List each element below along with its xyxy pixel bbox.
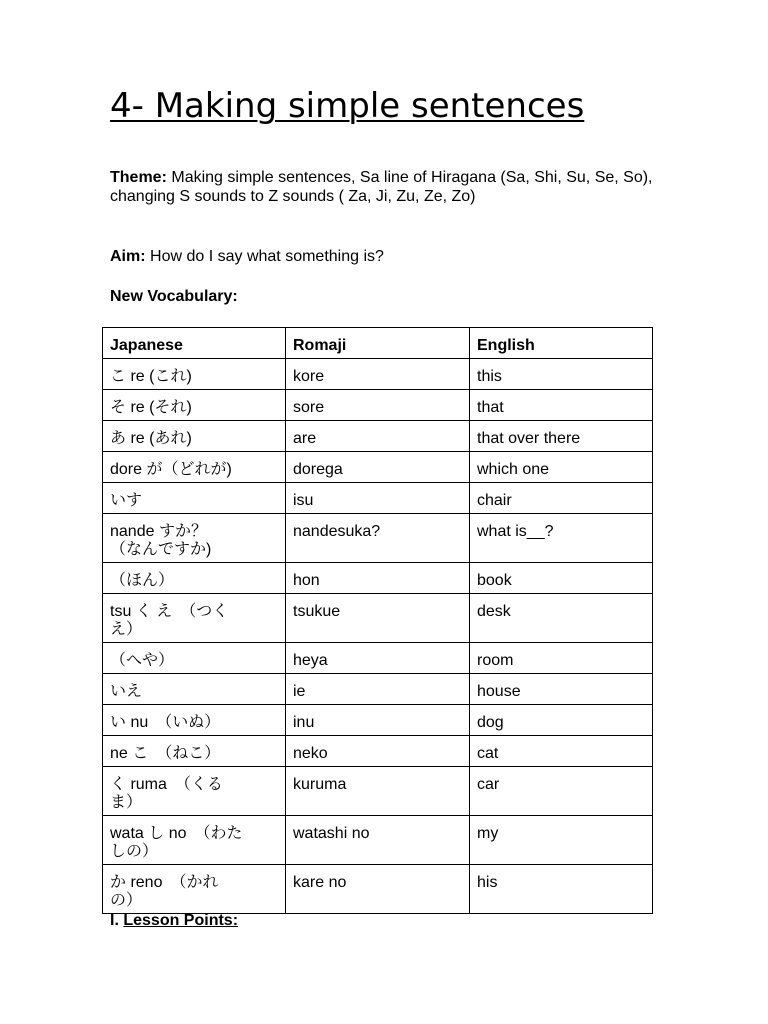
romaji-cell: hon <box>286 563 470 594</box>
table-row <box>103 816 653 865</box>
table-row <box>103 865 653 914</box>
header-japanese: Japanese <box>103 328 286 359</box>
romaji-cell: kuruma <box>286 767 470 816</box>
table-row <box>103 421 653 452</box>
japanese-cell: （ほん） <box>103 563 286 594</box>
vocabulary-table <box>102 327 653 914</box>
table-row <box>103 452 653 483</box>
lesson-label: Lesson Points: <box>123 912 239 929</box>
english-cell: house <box>470 674 653 705</box>
english-cell: that <box>470 390 653 421</box>
english-cell: desk <box>470 594 653 643</box>
romaji-cell: inu <box>286 705 470 736</box>
table-row <box>103 674 653 705</box>
japanese-cell: wata し no （わた しの） <box>103 816 286 865</box>
japanese-cell: そ re (それ) <box>103 390 286 421</box>
english-cell: room <box>470 643 653 674</box>
english-cell: chair <box>470 483 653 514</box>
romaji-cell: are <box>286 421 470 452</box>
english-cell: what is__? <box>470 514 653 563</box>
table-row <box>103 767 653 816</box>
lesson-points-heading <box>110 912 238 930</box>
vocabulary-heading: New Vocabulary: <box>110 288 238 305</box>
english-cell: my <box>470 816 653 865</box>
romaji-cell: tsukue <box>286 594 470 643</box>
japanese-cell: こ re (これ) <box>103 359 286 390</box>
lesson-prefix: I. <box>110 912 119 929</box>
japanese-cell: く ruma （くる ま） <box>103 767 286 816</box>
table-row <box>103 643 653 674</box>
japanese-cell: いす <box>103 483 286 514</box>
theme-text-line2: changing S sounds to Z sounds ( Za, Ji, Zu, Ze, Zo) <box>110 188 476 205</box>
table-row <box>103 390 653 421</box>
romaji-cell: ie <box>286 674 470 705</box>
table-row <box>103 594 653 643</box>
english-cell: dog <box>470 705 653 736</box>
english-cell: that over there <box>470 421 653 452</box>
japanese-cell: か reno （かれ の） <box>103 865 286 914</box>
japanese-cell: tsu く え （つく え） <box>103 594 286 643</box>
english-cell: his <box>470 865 653 914</box>
table-row <box>103 705 653 736</box>
aim-text: How do I say what something is? <box>150 248 384 265</box>
japanese-cell: いえ <box>103 674 286 705</box>
table-row <box>103 359 653 390</box>
english-cell: this <box>470 359 653 390</box>
theme-text-line1: Making simple sentences, Sa line of Hiragana (Sa, Shi, Su, Se, So), <box>171 169 653 186</box>
table-row <box>103 563 653 594</box>
table-row <box>103 514 653 563</box>
aim-paragraph <box>110 247 670 266</box>
theme-paragraph <box>110 168 670 206</box>
table-row <box>103 736 653 767</box>
theme-label: Theme: <box>110 169 167 186</box>
japanese-cell: （へや） <box>103 643 286 674</box>
table-header-row <box>103 328 653 359</box>
romaji-cell: neko <box>286 736 470 767</box>
english-cell: book <box>470 563 653 594</box>
romaji-cell: isu <box>286 483 470 514</box>
table-row <box>103 483 653 514</box>
romaji-cell: sore <box>286 390 470 421</box>
japanese-cell: ne こ （ねこ） <box>103 736 286 767</box>
english-cell: car <box>470 767 653 816</box>
english-cell: which one <box>470 452 653 483</box>
romaji-cell: heya <box>286 643 470 674</box>
header-english: English <box>470 328 653 359</box>
aim-label: Aim: <box>110 248 146 265</box>
romaji-cell: kore <box>286 359 470 390</box>
japanese-cell: nande すか？ （なんですか) <box>103 514 286 563</box>
romaji-cell: dorega <box>286 452 470 483</box>
romaji-cell: nandesuka? <box>286 514 470 563</box>
page-title: 4- Making simple sentences <box>110 86 585 126</box>
romaji-cell: watashi no <box>286 816 470 865</box>
english-cell: cat <box>470 736 653 767</box>
header-romaji: Romaji <box>286 328 470 359</box>
romaji-cell: kare no <box>286 865 470 914</box>
japanese-cell: あ re (あれ) <box>103 421 286 452</box>
japanese-cell: い nu （いぬ） <box>103 705 286 736</box>
japanese-cell: dore が（どれが) <box>103 452 286 483</box>
